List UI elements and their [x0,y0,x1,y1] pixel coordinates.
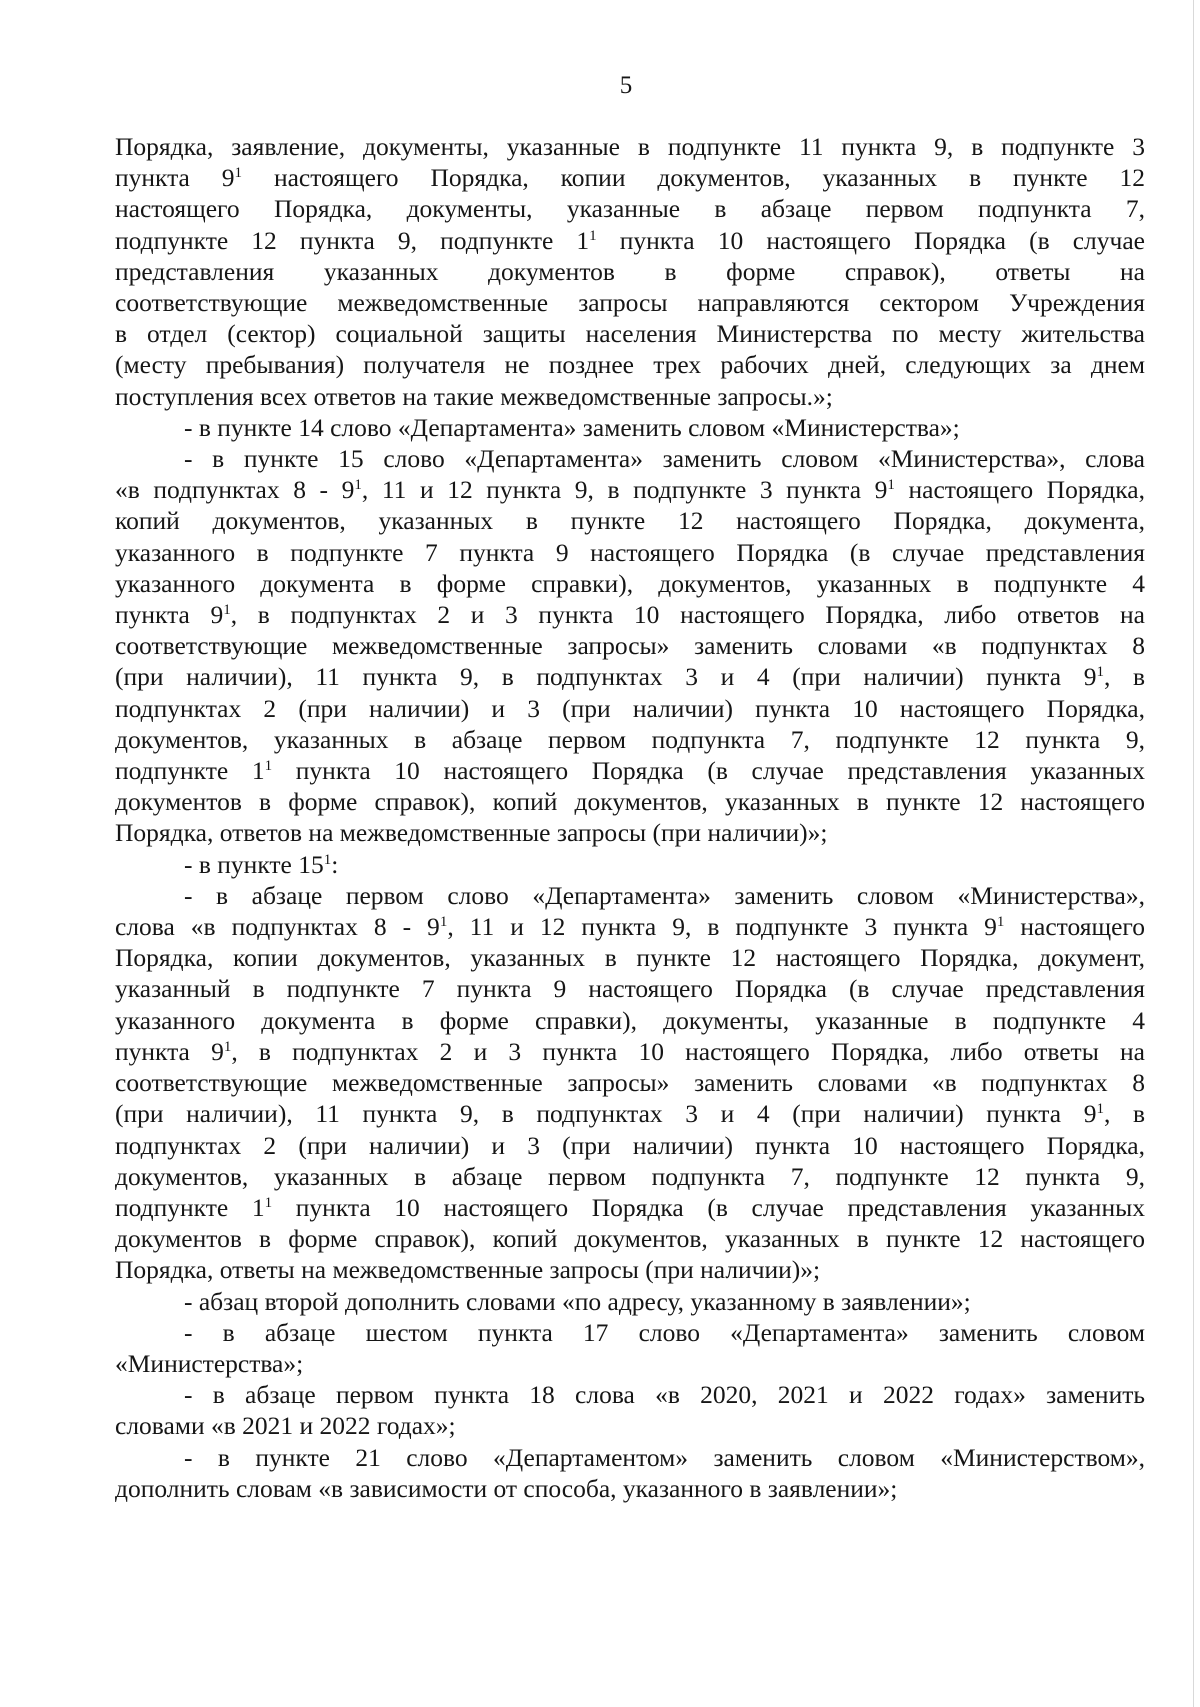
superscript: 1 [887,477,895,494]
text-run: копий документов, указанных в пункте 12 настоящего Порядка, документа, [115,506,1145,536]
text-run: Порядка, копии документов, указанных в пункте 12 настоящего Порядка, документ, [115,943,1145,973]
text-run: пункта 9 [115,600,224,630]
paragraph [115,1442,1145,1504]
text-line [115,661,1145,692]
text-run: - в абзаце шестом пункта 17 слово «Департамента» заменить словом [184,1317,1145,1347]
text-run: документов, указанных в абзаце первом подпункта 7, подпункте 12 пункта 9, [115,724,1145,754]
text-run: документов в форме справок), копий документов, указанных в пункте 12 настоящего [115,1224,1145,1254]
text-run: пункта 10 настоящего Порядка (в случае представления указанных [272,1192,1145,1222]
text-line [115,1317,1145,1348]
text-run: документов, указанных в абзаце первом подпункта 7, подпункте 12 пункта 9, [115,1161,1145,1191]
text-run: пункта 9 [115,163,235,193]
text-line [115,318,1145,349]
superscript: 1 [439,914,448,931]
text-run: , в [1103,1099,1145,1129]
text-line [115,505,1145,536]
paragraph [115,443,1145,849]
text-run: пункта 9 [115,1036,224,1066]
text-line [115,630,1145,661]
text-line [115,349,1145,380]
text-line [115,1192,1145,1223]
text-line [115,287,1145,318]
paragraph [115,880,1145,1286]
text-run: указанного документа в форме справки), документов, указанных в подпункте 4 [115,568,1145,598]
page-number: 5 [619,72,633,99]
paragraph [115,1317,1145,1379]
text-run: Порядка, ответы на межведомственные запросы (при наличии)»; [115,1255,821,1285]
superscript: 1 [354,477,362,494]
text-run: , 11 и 12 пункта 9, в подпункте 3 пункта 9 [447,912,997,942]
text-line [115,693,1145,724]
text-run: - в абзаце первом слово «Департамента» заменить словом «Министерства», [184,880,1145,910]
text-run: настоящего Порядка, документы, указанные в абзаце первом подпункта 7, [115,194,1145,224]
superscript: 1 [264,758,273,775]
text-run: указанного документа в форме справки), документы, указанные в подпункте 4 [115,1005,1145,1035]
text-line [115,1130,1145,1161]
text-run: Порядка, заявление, документы, указанные в подпункте 11 пункта 9, в подпункте 3 [115,132,1145,161]
text-line [115,537,1145,568]
text-run: , в подпунктах 2 и 3 пункта 10 настоящего Порядка, либо ответы на [231,1036,1145,1066]
paragraph [115,131,1145,412]
text-line [115,973,1145,1004]
text-line [115,724,1145,755]
text-line [115,193,1145,224]
text-line [115,1254,1145,1285]
text-line [115,911,1145,942]
text-run: - в пункте 15 [184,849,324,879]
text-line [115,599,1145,630]
text-line [115,1161,1145,1192]
text-run: пункта 10 настоящего Порядка (в случае представления указанных [272,756,1145,786]
text-run: подпунктах 2 (при наличии) и 3 (при наличии) пункта 10 настоящего Порядка, [115,693,1145,723]
text-run: дополнить словам «в зависимости от способа, указанного в заявлении»; [115,1473,898,1503]
text-line [115,849,1145,880]
text-line [115,1379,1145,1410]
text-line [115,412,1145,443]
superscript: 1 [996,914,1005,931]
text-run: документов в форме справок), копий документов, указанных в пункте 12 настоящего [115,787,1145,817]
text-line [115,474,1145,505]
text-line [115,880,1145,911]
text-line [115,568,1145,599]
text-line [115,786,1145,817]
text-run: , в [1103,662,1145,692]
text-run: «в подпунктах 8 - 9 [115,475,355,505]
text-run: соответствующие межведомственные запросы» заменить словами «в подпунктах 8 [115,1068,1145,1098]
text-run: Порядка, ответов на межведомственные запросы (при наличии)»; [115,818,828,848]
text-run: словами «в 2021 и 2022 годах»; [115,1411,456,1441]
text-line [115,256,1145,287]
text-run: - в пункте 15 слово «Департамента» заменить словом «Министерства», слова [184,444,1145,474]
text-run: подпункте 12 пункта 9, подпункте 1 [115,225,590,255]
text-run: соответствующие межведомственные запросы» заменить словами «в подпунктах 8 [115,631,1145,661]
superscript: 1 [223,1038,232,1055]
paragraph [115,849,1145,880]
text-line [115,817,1145,848]
text-line [115,443,1145,474]
text-run: (месту пребывания) получателя не позднее трех рабочих дней, следующих за днем [115,350,1145,380]
text-line [115,381,1145,412]
text-run: - в абзаце первом пункта 18 слова «в 2020, 2021 и 2022 годах» заменить [184,1380,1145,1410]
text-line [115,1473,1145,1504]
text-run: , 11 и 12 пункта 9, в подпункте 3 пункта 9 [361,475,888,505]
text-run: слова «в подпунктах 8 - 9 [115,912,440,942]
text-run: подпунктах 2 (при наличии) и 3 (при наличии) пункта 10 настоящего Порядка, [115,1130,1145,1160]
text-run: подпункте 1 [115,756,265,786]
text-line [115,162,1145,193]
text-line [115,942,1145,973]
text-run: настоящего [1004,912,1145,942]
text-line [115,1036,1145,1067]
superscript: 1 [223,602,231,619]
document-body [115,131,1145,1504]
text-run: указанного в подпункте 7 пункта 9 настоящего Порядка (в случае представления [115,537,1145,567]
paragraph [115,1286,1145,1317]
superscript: 1 [1096,1101,1104,1118]
superscript: 1 [264,1194,273,1211]
superscript: 1 [323,851,332,868]
text-line [115,1286,1145,1317]
text-run: , в подпунктах 2 и 3 пункта 10 настоящего Порядка, либо ответов на [230,600,1145,630]
text-run: настоящего Порядка, копии документов, указанных в пункте 12 [242,163,1145,193]
text-line [115,131,1145,162]
paragraph [115,412,1145,443]
text-run: - в пункте 21 слово «Департаментом» заменить словом «Министерством», [184,1442,1145,1472]
text-line [115,1005,1145,1036]
text-line [115,1098,1145,1129]
text-line [115,1410,1145,1441]
text-run: представления указанных документов в форме справок), ответы на [115,256,1145,286]
text-line [115,225,1145,256]
text-line [115,1442,1145,1473]
text-line [115,1223,1145,1254]
text-run: - абзац второй дополнить словами «по адресу, указанному в заявлении»; [184,1286,971,1316]
text-line [115,1348,1145,1379]
text-run: (при наличии), 11 пункта 9, в подпунктах 3 и 4 (при наличии) пункта 9 [115,662,1097,692]
text-run: (при наличии), 11 пункта 9, в подпунктах 3 и 4 (при наличии) пункта 9 [115,1099,1097,1129]
text-run: «Министерства»; [115,1348,304,1378]
text-run: - в пункте 14 слово «Департамента» заменить словом «Министерства»; [184,412,960,442]
text-run: указанный в подпункте 7 пункта 9 настоящего Порядка (в случае представления [115,974,1145,1004]
text-run: настоящего Порядка, [894,475,1145,505]
text-line [115,755,1145,786]
text-run: соответствующие межведомственные запросы направляются сектором Учреждения [115,288,1145,318]
text-run: поступления всех ответов на такие межведомственные запросы.»; [115,381,833,411]
scan-edge-line [1193,0,1194,1707]
text-line [115,1067,1145,1098]
text-run: : [331,849,339,879]
text-run: в отдел (сектор) социальной защиты населения Министерства по месту жительства [115,319,1145,349]
superscript: 1 [234,165,243,182]
paragraph [115,1379,1145,1441]
superscript: 1 [589,227,597,244]
text-run: пункта 10 настоящего Порядка (в случае [596,225,1145,255]
text-run: подпункте 1 [115,1192,265,1222]
superscript: 1 [1096,664,1104,681]
